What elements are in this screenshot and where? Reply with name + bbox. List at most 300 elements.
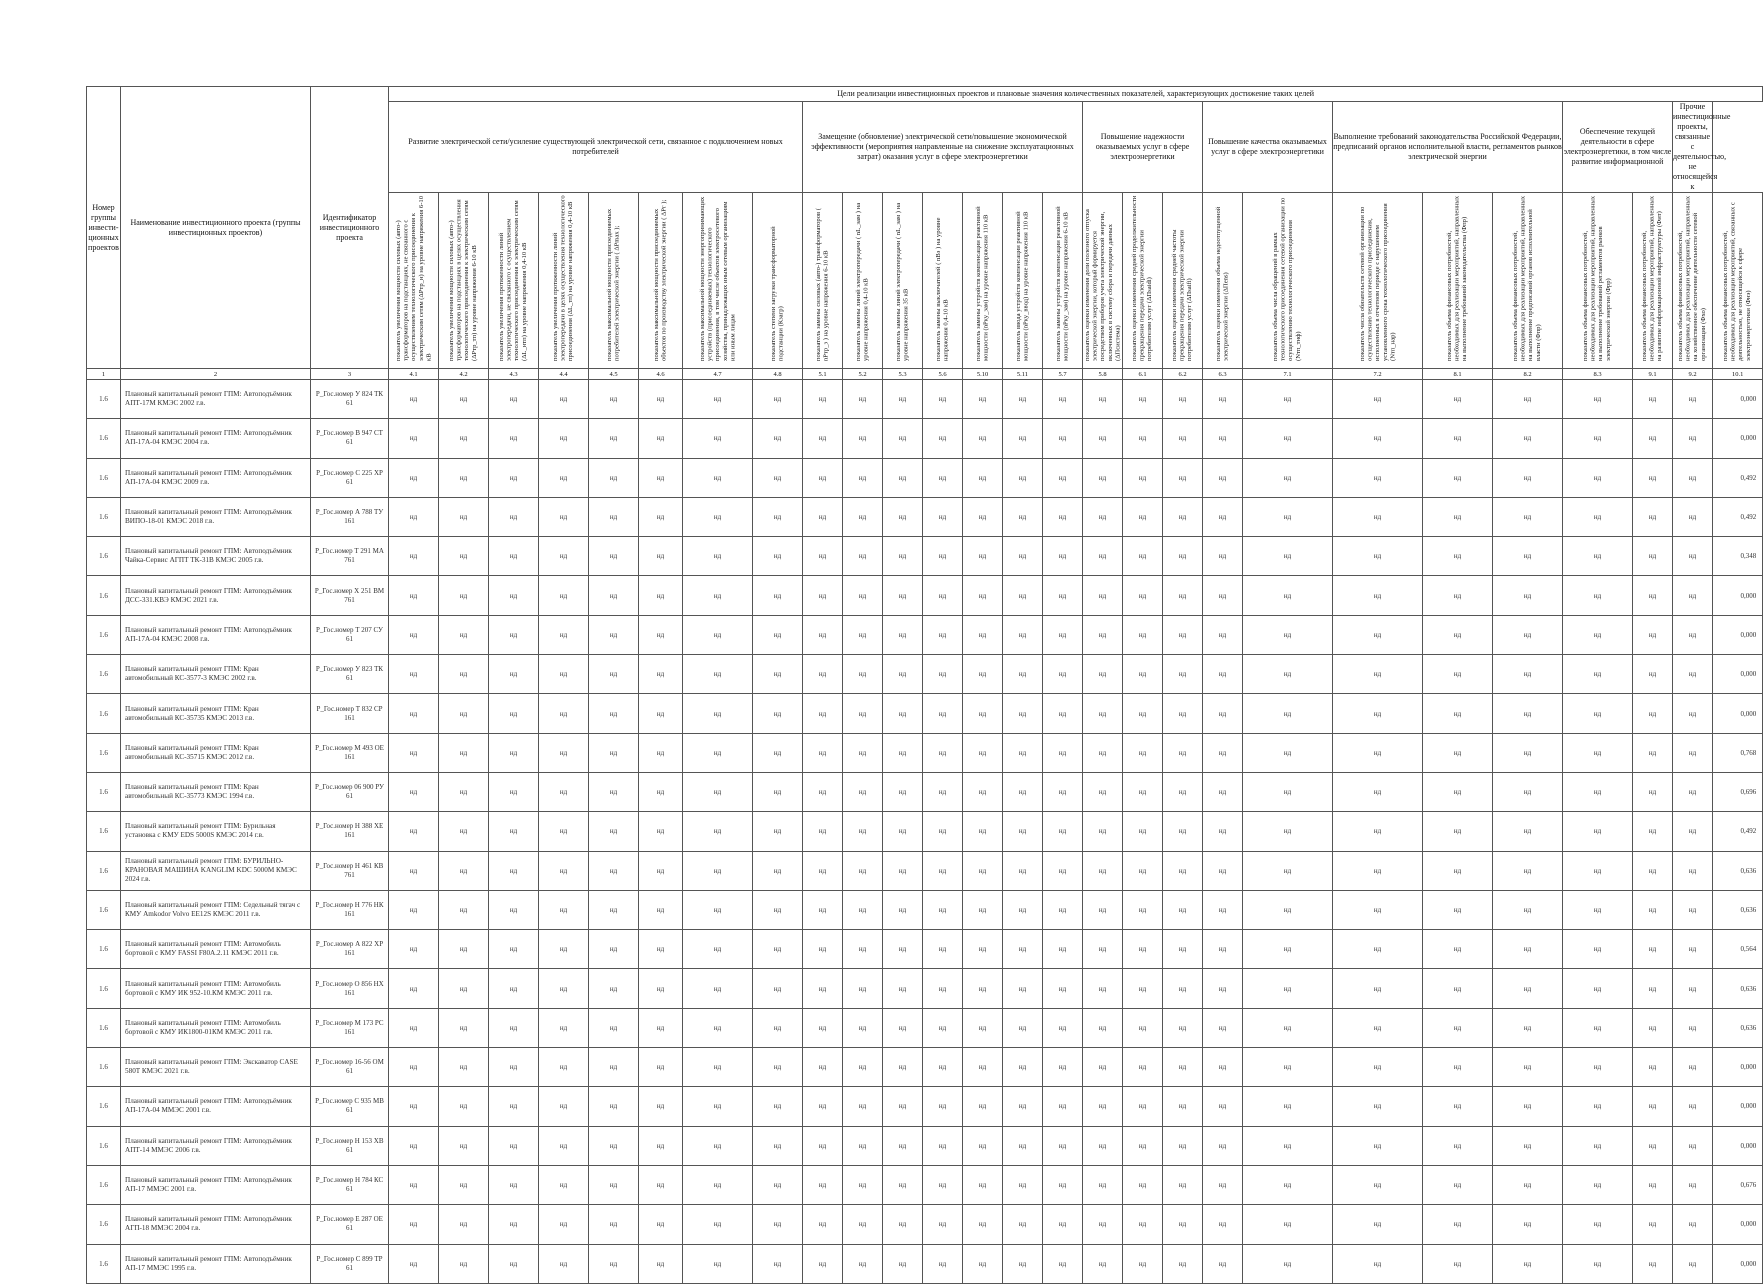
na-cell: нд — [1163, 890, 1203, 929]
na-cell: нд — [589, 851, 639, 890]
project-name-cell: Плановый капитальный ремонт ГПМ: Автомобиль бортовой с КМУ ИК1800-01КМ КМЭС 2011 г.в. — [121, 1008, 311, 1047]
column-number: 4.6 — [639, 369, 683, 380]
na-cell: нд — [1003, 772, 1043, 811]
na-cell: нд — [1043, 812, 1083, 851]
na-cell: нд — [683, 1087, 753, 1126]
na-cell: нд — [1203, 930, 1243, 969]
na-cell: нд — [1493, 694, 1563, 733]
indicator-header — [539, 193, 589, 369]
na-cell: нд — [803, 576, 843, 615]
na-cell: нд — [1003, 497, 1043, 536]
na-cell: нд — [963, 497, 1003, 536]
na-cell: нд — [439, 380, 489, 419]
na-cell: нд — [683, 694, 753, 733]
na-cell: нд — [803, 1048, 843, 1087]
na-cell: нд — [1333, 419, 1423, 458]
indicator-label: показатель ввода устройств компенсации реактивной мощности (nPку_ввод) на уровне напряжения 110 кВ — [1014, 211, 1030, 361]
na-cell: нд — [489, 380, 539, 419]
na-cell: нд — [1123, 930, 1163, 969]
value-cell: 0,696 — [1713, 772, 1763, 811]
na-cell: нд — [1123, 890, 1163, 929]
group-number-cell: 1.6 — [87, 615, 121, 654]
na-cell: нд — [753, 655, 803, 694]
na-cell: нд — [963, 1244, 1003, 1283]
na-cell: нд — [1333, 1087, 1423, 1126]
indicator-header — [753, 193, 803, 369]
project-id-cell: Р_Гос.номер Е 287 ОЕ 61 — [311, 1205, 389, 1244]
table-row — [87, 930, 1763, 969]
table-row — [87, 1126, 1763, 1165]
na-cell: нд — [639, 1165, 683, 1204]
project-name-cell: Плановый капитальный ремонт ГПМ: Кран автомобильный КС-35735 КМЭС 2013 г.в. — [121, 694, 311, 733]
project-name-cell: Плановый капитальный ремонт ГПМ: Автоподъёмник АГП-18 ММЭС 2004 г.в. — [121, 1205, 311, 1244]
group-number-cell: 1.6 — [87, 930, 121, 969]
na-cell: нд — [753, 772, 803, 811]
na-cell: нд — [1003, 812, 1043, 851]
na-cell: нд — [439, 772, 489, 811]
na-cell: нд — [1493, 1087, 1563, 1126]
na-cell: нд — [1243, 1087, 1333, 1126]
group-number-cell: 1.6 — [87, 1087, 121, 1126]
col-name-header: Наименование инвестиционного проекта (группы инвестиционных проектов) — [121, 87, 311, 369]
na-cell: нд — [489, 615, 539, 654]
na-cell: нд — [389, 930, 439, 969]
project-id-cell: Р_Гос.номер Н 776 НК 161 — [311, 890, 389, 929]
table-row — [87, 890, 1763, 929]
na-cell: нд — [883, 930, 923, 969]
na-cell: нд — [923, 1205, 963, 1244]
na-cell: нд — [883, 1087, 923, 1126]
indicator-label: показатель оценки изменения доли полезного отпуска электрической энергии, который формируется посредством приборов учета электрической энергии, включенных в систему сбора и передачи данных (ΔПсистема) — [1083, 209, 1121, 361]
indicator-header — [803, 193, 843, 369]
na-cell: нд — [1003, 890, 1043, 929]
na-cell: нд — [803, 655, 843, 694]
project-name-cell: Плановый капитальный ремонт ГПМ: Автоподъёмник ВИПО-18-01 КМЭС 2018 г.в. — [121, 497, 311, 536]
na-cell: нд — [589, 733, 639, 772]
na-cell: нд — [1123, 1165, 1163, 1204]
na-cell: нд — [439, 1205, 489, 1244]
table-row — [87, 419, 1763, 458]
na-cell: нд — [1043, 890, 1083, 929]
na-cell: нд — [1563, 419, 1633, 458]
na-cell: нд — [1333, 1126, 1423, 1165]
na-cell: нд — [1243, 890, 1333, 929]
na-cell: нд — [1043, 1205, 1083, 1244]
na-cell: нд — [843, 1126, 883, 1165]
na-cell: нд — [843, 930, 883, 969]
value-cell: 0,000 — [1713, 1048, 1763, 1087]
na-cell: нд — [683, 497, 753, 536]
group-number-cell: 1.6 — [87, 497, 121, 536]
na-cell: нд — [1003, 969, 1043, 1008]
na-cell: нд — [1123, 1126, 1163, 1165]
na-cell: нд — [1243, 969, 1333, 1008]
na-cell: нд — [539, 1205, 589, 1244]
na-cell: нд — [1163, 615, 1203, 654]
na-cell: нд — [439, 930, 489, 969]
na-cell: нд — [539, 812, 589, 851]
value-cell: 0,000 — [1713, 615, 1763, 654]
na-cell: нд — [753, 458, 803, 497]
na-cell: нд — [539, 1008, 589, 1047]
na-cell: нд — [843, 1008, 883, 1047]
na-cell: нд — [683, 851, 753, 890]
indicator-label: показатель степени загрузки трансформаторной подстанции (Кзагр) — [769, 226, 785, 361]
na-cell: нд — [843, 419, 883, 458]
goal-group-header: Развитие электрической сети/усиление существующей электрической сети, связанное с подключением новых потребителей — [389, 102, 803, 193]
na-cell: нд — [1423, 851, 1493, 890]
na-cell: нд — [1633, 419, 1673, 458]
project-id-cell: Р_Гос.номер С 899 ТР 61 — [311, 1244, 389, 1283]
project-name-cell: Плановый капитальный ремонт ГПМ: Автоподъёмник Чайка-Сервис АГПТ ТК-31В КМЭС 2005 г.в. — [121, 537, 311, 576]
na-cell: нд — [1163, 812, 1203, 851]
group-number-cell: 1.6 — [87, 1205, 121, 1244]
column-number: 4.7 — [683, 369, 753, 380]
group-number-cell: 1.6 — [87, 851, 121, 890]
na-cell: нд — [1493, 1244, 1563, 1283]
na-cell: нд — [1633, 537, 1673, 576]
na-cell: нд — [1203, 1205, 1243, 1244]
na-cell: нд — [1003, 419, 1043, 458]
na-cell: нд — [923, 733, 963, 772]
na-cell: нд — [1163, 1087, 1203, 1126]
goals-title: Цели реализации инвестиционных проектов и плановые значения количественных показателей, характеризующих достижение таких целей — [389, 87, 1763, 102]
na-cell: нд — [1203, 812, 1243, 851]
na-cell: нд — [389, 1048, 439, 1087]
na-cell: нд — [1673, 733, 1713, 772]
na-cell: нд — [539, 655, 589, 694]
group-number-cell: 1.6 — [87, 655, 121, 694]
na-cell: нд — [803, 1244, 843, 1283]
project-id-cell: Р_Гос.номер Х 251 ВМ 761 — [311, 576, 389, 615]
table-row — [87, 812, 1763, 851]
na-cell: нд — [389, 1087, 439, 1126]
na-cell: нд — [1333, 890, 1423, 929]
na-cell: нд — [439, 1048, 489, 1087]
na-cell: нд — [883, 419, 923, 458]
group-number-cell: 1.6 — [87, 1165, 121, 1204]
na-cell: нд — [1673, 655, 1713, 694]
na-cell: нд — [1633, 1244, 1673, 1283]
na-cell: нд — [1493, 890, 1563, 929]
na-cell: нд — [1633, 890, 1673, 929]
na-cell: нд — [1083, 812, 1123, 851]
na-cell: нд — [1203, 1087, 1243, 1126]
na-cell: нд — [1043, 1087, 1083, 1126]
na-cell: нд — [489, 655, 539, 694]
na-cell: нд — [843, 812, 883, 851]
na-cell: нд — [753, 930, 803, 969]
na-cell: нд — [923, 694, 963, 733]
na-cell: нд — [589, 576, 639, 615]
table-row — [87, 576, 1763, 615]
project-id-cell: Р_Гос.номер Н 784 КС 61 — [311, 1165, 389, 1204]
na-cell: нд — [1633, 458, 1673, 497]
na-cell: нд — [639, 615, 683, 654]
na-cell: нд — [1163, 733, 1203, 772]
na-cell: нд — [843, 1048, 883, 1087]
na-cell: нд — [843, 733, 883, 772]
na-cell: нд — [1563, 497, 1633, 536]
indicator-label: показатель объема финансовых потребностей, необходимых для реализации мероприятий, связанных с деятельностью, не относящейся к сфере электроэнергетики (Фнэ) — [1722, 202, 1753, 361]
na-cell: нд — [753, 890, 803, 929]
na-cell: нд — [1423, 1087, 1493, 1126]
group-number-cell: 1.6 — [87, 969, 121, 1008]
na-cell: нд — [1203, 419, 1243, 458]
na-cell: нд — [923, 419, 963, 458]
na-cell: нд — [1083, 694, 1123, 733]
na-cell: нд — [489, 851, 539, 890]
na-cell: нд — [753, 1008, 803, 1047]
na-cell: нд — [1423, 1244, 1493, 1283]
na-cell: нд — [1163, 1244, 1203, 1283]
na-cell: нд — [963, 930, 1003, 969]
na-cell: нд — [389, 497, 439, 536]
na-cell: нд — [1673, 1126, 1713, 1165]
na-cell: нд — [923, 1126, 963, 1165]
na-cell: нд — [883, 497, 923, 536]
column-number: 9.2 — [1673, 369, 1713, 380]
na-cell: нд — [1423, 694, 1493, 733]
na-cell: нд — [1333, 694, 1423, 733]
na-cell: нд — [1043, 733, 1083, 772]
na-cell: нд — [963, 419, 1003, 458]
na-cell: нд — [1043, 419, 1083, 458]
na-cell: нд — [389, 1165, 439, 1204]
project-name-cell: Плановый капитальный ремонт ГПМ: Автоподъёмник АПТ-17М КМЭС 2002 г.в. — [121, 380, 311, 419]
na-cell: нд — [1423, 380, 1493, 419]
na-cell: нд — [1563, 1165, 1633, 1204]
na-cell: нд — [753, 1205, 803, 1244]
na-cell: нд — [539, 458, 589, 497]
na-cell: нд — [439, 1008, 489, 1047]
indicator-label: показатель увеличения протяженности линий электропередачи в целях осуществления технологического присоединения (ΔL_тп) на уровне напряжения 0,4-10 кВ — [552, 195, 575, 361]
indicator-label: показатель увеличения мощности силовых (авто-) трансформаторов на подстанциях в целях осуществления технологического присоединения к электрическим сетям (ΔPтр_тп) на уровне напряжения 6-10 кВ — [448, 199, 479, 361]
project-id-cell: Р_Гос.номер Н 153 ХВ 61 — [311, 1126, 389, 1165]
project-name-cell: Плановый капитальный ремонт ГПМ: БУРИЛЬНО-КРАНОВАЯ МАШИНА KANGLIM KDC 5000M КМЭС 2024 г.в. — [121, 851, 311, 890]
indicator-header — [1333, 193, 1423, 369]
na-cell: нд — [589, 537, 639, 576]
na-cell: нд — [803, 772, 843, 811]
na-cell: нд — [1123, 1048, 1163, 1087]
indicator-label: показатель замены выключателей ( nВз ) на уровне напряжения 0,4-10 кВ — [934, 217, 950, 361]
project-id-cell: Р_Гос.номер О 856 НХ 161 — [311, 969, 389, 1008]
na-cell: нд — [1003, 458, 1043, 497]
na-cell: нд — [843, 458, 883, 497]
na-cell: нд — [883, 615, 923, 654]
na-cell: нд — [1493, 537, 1563, 576]
na-cell: нд — [1673, 772, 1713, 811]
na-cell: нд — [963, 733, 1003, 772]
na-cell: нд — [1083, 1165, 1123, 1204]
na-cell: нд — [1633, 655, 1673, 694]
na-cell: нд — [439, 851, 489, 890]
na-cell: нд — [1123, 380, 1163, 419]
na-cell: нд — [589, 615, 639, 654]
na-cell: нд — [843, 497, 883, 536]
column-number-row — [87, 369, 1763, 380]
na-cell: нд — [683, 458, 753, 497]
na-cell: нд — [1163, 380, 1203, 419]
na-cell: нд — [683, 772, 753, 811]
na-cell: нд — [1163, 1165, 1203, 1204]
na-cell: нд — [489, 1165, 539, 1204]
na-cell: нд — [1633, 733, 1673, 772]
group-number-cell: 1.6 — [87, 1126, 121, 1165]
column-number: 7.1 — [1243, 369, 1333, 380]
na-cell: нд — [923, 537, 963, 576]
project-name-cell: Плановый капитальный ремонт ГПМ: Автоподъёмник АП-17 ММЭС 2001 г.в. — [121, 1165, 311, 1204]
na-cell: нд — [1003, 380, 1043, 419]
na-cell: нд — [1003, 1165, 1043, 1204]
na-cell: нд — [1423, 1165, 1493, 1204]
na-cell: нд — [1563, 615, 1633, 654]
indicator-label: показатель замены силовых (авто-) трансформаторов ( nPтр_з ) на уровне напряжения 6-10 кВ — [814, 208, 830, 361]
na-cell: нд — [1333, 733, 1423, 772]
na-cell: нд — [1043, 930, 1083, 969]
na-cell: нд — [1333, 1205, 1423, 1244]
na-cell: нд — [589, 458, 639, 497]
na-cell: нд — [589, 1087, 639, 1126]
na-cell: нд — [389, 1008, 439, 1047]
na-cell: нд — [1083, 1244, 1123, 1283]
na-cell: нд — [389, 537, 439, 576]
na-cell: нд — [1083, 380, 1123, 419]
na-cell: нд — [803, 537, 843, 576]
na-cell: нд — [963, 694, 1003, 733]
na-cell: нд — [439, 694, 489, 733]
na-cell: нд — [843, 576, 883, 615]
na-cell: нд — [1673, 930, 1713, 969]
na-cell: нд — [923, 655, 963, 694]
na-cell: нд — [589, 1048, 639, 1087]
na-cell: нд — [683, 969, 753, 1008]
na-cell: нд — [1493, 576, 1563, 615]
goal-group-header: Повышение надежности оказываемых услуг в сфере электроэнергетики — [1083, 102, 1203, 193]
na-cell: нд — [1673, 1244, 1713, 1283]
na-cell: нд — [1493, 419, 1563, 458]
project-id-cell: Р_Гос.номер С 225 ХР 61 — [311, 458, 389, 497]
na-cell: нд — [883, 458, 923, 497]
na-cell: нд — [589, 497, 639, 536]
na-cell: нд — [1423, 655, 1493, 694]
na-cell: нд — [843, 1165, 883, 1204]
na-cell: нд — [1423, 969, 1493, 1008]
na-cell: нд — [803, 1087, 843, 1126]
na-cell: нд — [439, 655, 489, 694]
na-cell: нд — [1493, 969, 1563, 1008]
na-cell: нд — [963, 851, 1003, 890]
na-cell: нд — [1493, 1008, 1563, 1047]
na-cell: нд — [803, 497, 843, 536]
na-cell: нд — [1123, 812, 1163, 851]
indicator-label: показатель увеличения мощности силовых (авто-) трансформаторов на подстанциях, не связанного с осуществлением технологического присоединения к электрическим сетям (ΔPтр_н) на уровне напряжения 6-10 кВ — [394, 196, 432, 361]
na-cell: нд — [1203, 890, 1243, 929]
na-cell: нд — [539, 1048, 589, 1087]
na-cell: нд — [1673, 851, 1713, 890]
project-name-cell: Плановый капитальный ремонт ГПМ: Автоподъёмник АП-17 ММЭС 1995 г.в. — [121, 1244, 311, 1283]
na-cell: нд — [883, 1244, 923, 1283]
na-cell: нд — [489, 930, 539, 969]
na-cell: нд — [1493, 1048, 1563, 1087]
na-cell: нд — [923, 615, 963, 654]
na-cell: нд — [639, 694, 683, 733]
project-name-cell: Плановый капитальный ремонт ГПМ: Автоподъёмник АП-17А-04 КМЭС 2004 г.в. — [121, 419, 311, 458]
na-cell: нд — [1493, 851, 1563, 890]
value-cell: 0,000 — [1713, 655, 1763, 694]
na-cell: нд — [843, 1244, 883, 1283]
na-cell: нд — [883, 537, 923, 576]
na-cell: нд — [803, 380, 843, 419]
na-cell: нд — [539, 615, 589, 654]
na-cell: нд — [923, 772, 963, 811]
na-cell: нд — [803, 458, 843, 497]
investment-goals-table — [86, 86, 1763, 1284]
project-name-cell: Плановый капитальный ремонт ГПМ: Автомобиль бортовой с КМУ FASSI F80A.2.11 КМЭС 2011 г.в. — [121, 930, 311, 969]
na-cell: нд — [803, 419, 843, 458]
na-cell: нд — [1083, 1087, 1123, 1126]
na-cell: нд — [439, 576, 489, 615]
na-cell: нд — [1333, 655, 1423, 694]
project-name-cell: Плановый капитальный ремонт ГПМ: Автоподъёмник ДСС-331.КВЭ КМЭС 2021 г.в. — [121, 576, 311, 615]
column-number: 5.2 — [843, 369, 883, 380]
na-cell: нд — [489, 1126, 539, 1165]
na-cell: нд — [1563, 1048, 1633, 1087]
na-cell: нд — [1083, 733, 1123, 772]
na-cell: нд — [1563, 890, 1633, 929]
group-number-cell: 1.6 — [87, 576, 121, 615]
na-cell: нд — [1333, 576, 1423, 615]
na-cell: нд — [489, 969, 539, 1008]
indicator-label: показатель максимальной мощности энергопринимающих устройств (присоединяемых) технологического присоединения, в том числе объектов электросетевого хозяйства, принадлежащих иным сетевым организациям или иным лицам — [698, 196, 736, 361]
na-cell: нд — [489, 458, 539, 497]
na-cell: нд — [489, 1008, 539, 1047]
na-cell: нд — [1123, 1244, 1163, 1283]
indicator-header — [1243, 193, 1333, 369]
na-cell: нд — [389, 458, 439, 497]
na-cell: нд — [923, 1087, 963, 1126]
na-cell: нд — [1043, 1008, 1083, 1047]
na-cell: нд — [1633, 615, 1673, 654]
na-cell: нд — [963, 576, 1003, 615]
na-cell: нд — [589, 930, 639, 969]
na-cell: нд — [589, 1165, 639, 1204]
na-cell: нд — [803, 1165, 843, 1204]
group-number-cell: 1.6 — [87, 694, 121, 733]
column-number: 3 — [311, 369, 389, 380]
na-cell: нд — [389, 733, 439, 772]
goal-group-header: Замещение (обновление) электрической сети/повышение экономической эффективности (мероприятия направленные на снижение эксплуатационных затрат) оказания услуг в сфере электроэнергетики — [803, 102, 1083, 193]
na-cell: нд — [1203, 537, 1243, 576]
na-cell: нд — [639, 1205, 683, 1244]
na-cell: нд — [1333, 497, 1423, 536]
na-cell: нд — [389, 772, 439, 811]
na-cell: нд — [1633, 969, 1673, 1008]
na-cell: нд — [1003, 1205, 1043, 1244]
na-cell: нд — [1123, 851, 1163, 890]
na-cell: нд — [1123, 655, 1163, 694]
na-cell: нд — [963, 772, 1003, 811]
na-cell: нд — [1333, 772, 1423, 811]
indicator-label: показатель объема финансовых потребностей, необходимых для реализации мероприятий, направленных на хозяйственное обеспечение деятельности сетевой организации (Фхо) — [1677, 195, 1708, 361]
na-cell: нд — [753, 1165, 803, 1204]
na-cell: нд — [389, 812, 439, 851]
na-cell: нд — [1423, 1008, 1493, 1047]
na-cell: нд — [1493, 930, 1563, 969]
na-cell: нд — [589, 969, 639, 1008]
project-id-cell: Р_Гос.номер М 173 РС 161 — [311, 1008, 389, 1047]
na-cell: нд — [1333, 380, 1423, 419]
